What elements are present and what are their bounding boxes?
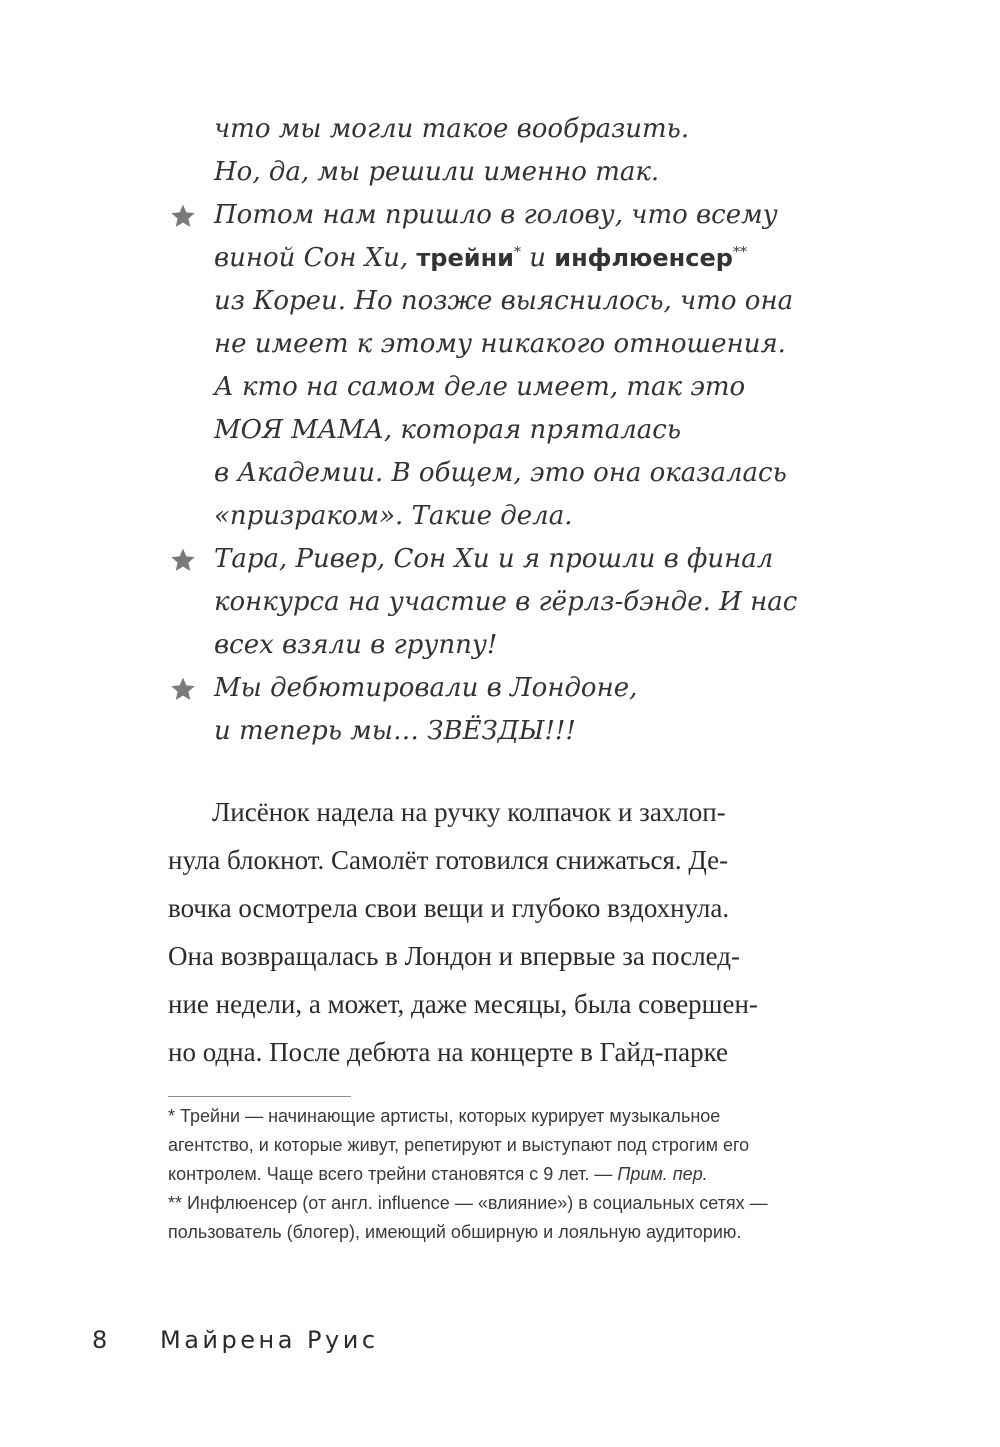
footnote-line: контролем. Чаще всего трейни становятся с 9 лет. — Прим. пер.	[168, 1164, 708, 1184]
term-trainee: трейни	[416, 244, 514, 272]
notebook-block	[168, 108, 868, 753]
note-line: Тара, Ривер, Сон Хи и я прошли в финал	[168, 538, 868, 581]
footnotes	[168, 1102, 868, 1247]
prose-line: вочка осмотрела свои вещи и глубоко вздохнула.	[168, 893, 730, 923]
note-line: виной Сон Хи, трейни* и инфлюенсер**	[214, 243, 747, 273]
note-line: и теперь мы… ЗВЁЗДЫ!!!	[214, 716, 576, 746]
page-footer	[92, 1326, 379, 1354]
note-line: А кто на самом деле имеет, так это	[214, 372, 746, 402]
note-line: не имеет к этому никакого отношения.	[214, 329, 786, 359]
star-icon	[168, 667, 198, 710]
page-number: 8	[92, 1326, 108, 1354]
note-line: «призраком». Такие дела.	[214, 501, 573, 531]
note-line: что мы могли такое вообразить.	[214, 114, 690, 144]
footnote-line: агентство, и которые живут, репетируют и выступают под строгим его	[168, 1135, 750, 1155]
prose-line: ние недели, а может, даже месяцы, была совершен-	[168, 989, 758, 1019]
star-icon	[168, 538, 198, 581]
footnote-line: ** Инфлюенсер (от англ. influence — «влияние») в социальных сетях —	[168, 1193, 768, 1213]
note-line: конкурса на участие в гёрлз-бэнде. И нас	[214, 587, 798, 617]
prose-line: Она возвращалась в Лондон и впервые за послед-	[168, 941, 741, 971]
author-name: Майрена Руис	[160, 1326, 379, 1354]
note-line: в Академии. В общем, это она оказалась	[214, 458, 787, 488]
footnote-mark: *	[513, 244, 521, 261]
note-line: всех взяли в группу!	[214, 630, 498, 660]
body-text	[168, 788, 868, 1076]
prose-line: нула блокнот. Самолёт готовился снижаться. Де-	[168, 845, 729, 875]
footnote-divider	[168, 1096, 351, 1097]
note-line: из Кореи. Но позже выяснилось, что она	[214, 286, 794, 316]
prose-line: Лисёнок надела на ручку колпачок и захлоп-	[212, 797, 726, 827]
note-line: Потом нам пришло в голову, что всему	[168, 194, 868, 237]
footnote-line: * Трейни — начинающие артисты, которых курирует музыкальное	[168, 1106, 721, 1126]
footnote-line: пользователь (блогер), имеющий обширную и лояльную аудиторию.	[168, 1222, 742, 1242]
star-icon	[168, 194, 198, 237]
prose-line: но одна. После дебюта на концерте в Гайд-парке	[168, 1037, 729, 1067]
note-line: МОЯ МАМА, которая пряталась	[214, 415, 681, 445]
note-line: Но, да, мы решили именно так.	[214, 157, 660, 187]
note-line: Мы дебютировали в Лондоне,	[168, 667, 868, 710]
term-influencer: инфлюенсер	[554, 244, 733, 272]
footnote-mark: **	[732, 244, 747, 261]
